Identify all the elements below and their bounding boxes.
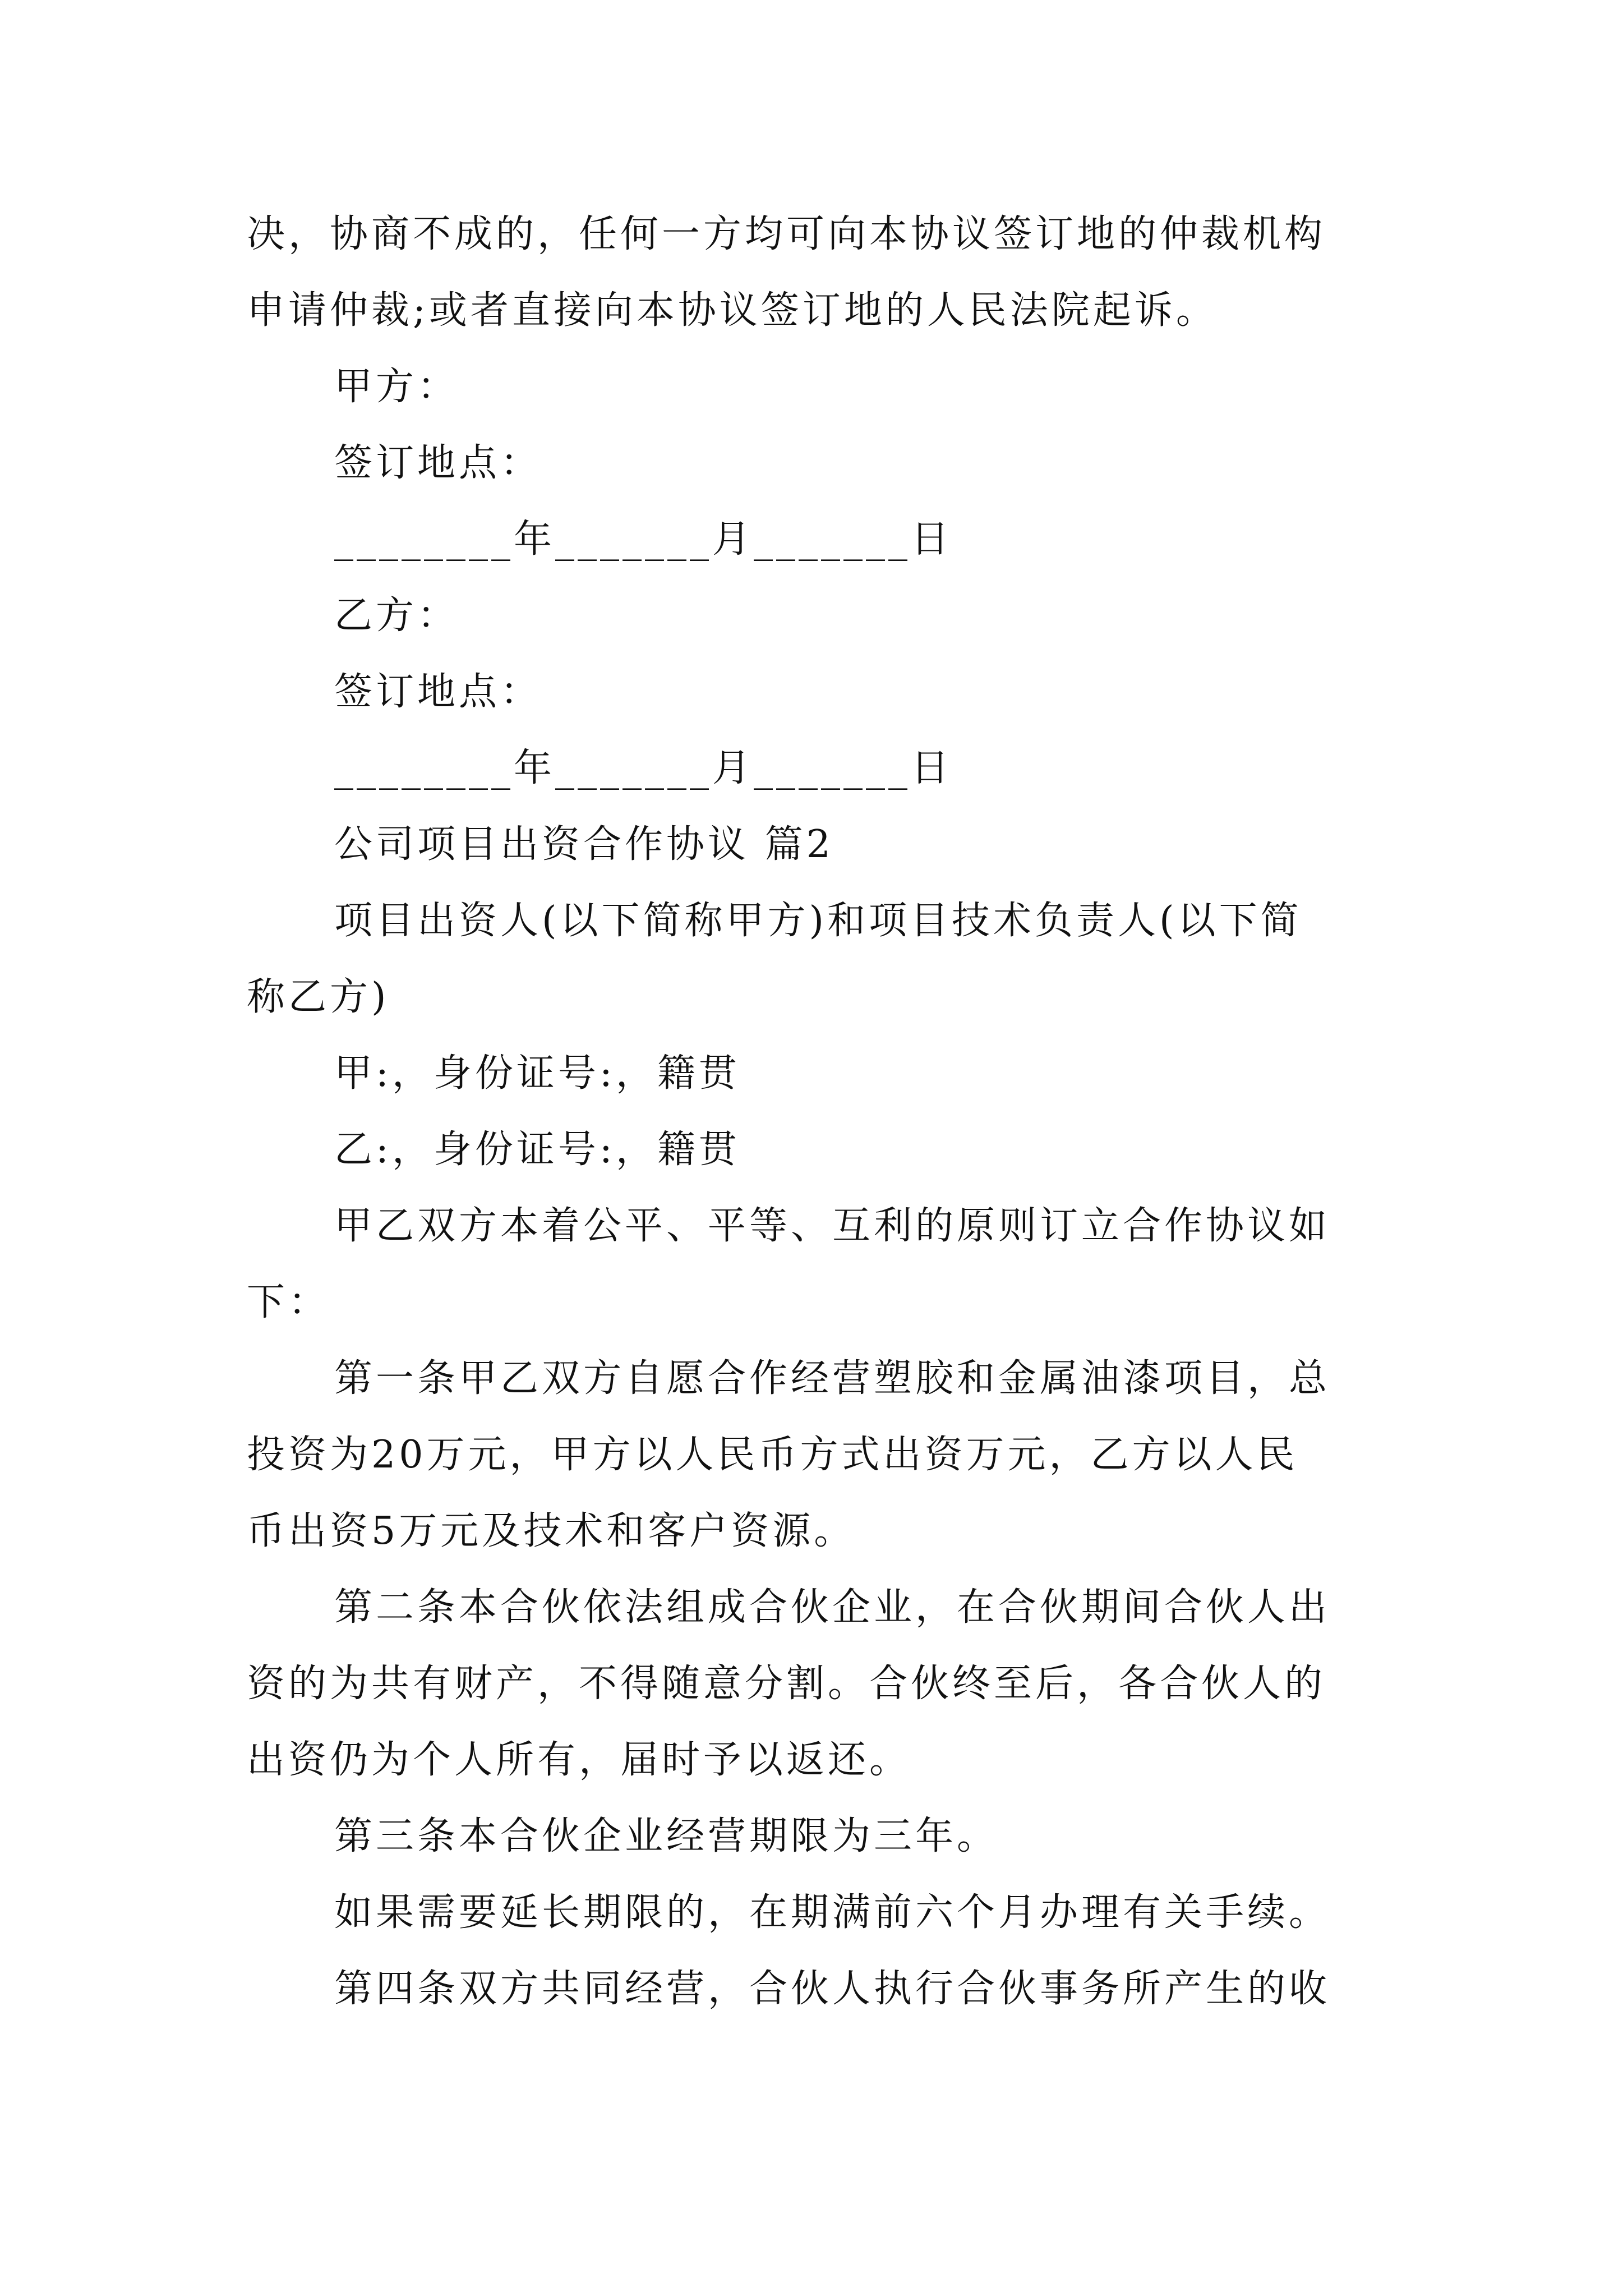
date-line: ________年_______月_______日 [334,746,953,790]
party-b-label: 乙方： [334,593,459,638]
text-line: 乙:，身份证号:，籍贯 [334,1128,740,1172]
date-line: ________年_______月_______日 [334,517,953,562]
text-line: 项目出资人(以下简称甲方)和项目技术负责人(以下简 [334,899,1302,943]
article-line: 第三条本合伙企业经营期限为三年。 [334,1814,999,1858]
text-line: 下： [247,1280,330,1324]
article-line: 第一条甲乙双方自愿合作经营塑胶和金属油漆项目，总 [334,1356,1331,1401]
signing-place-label: 签订地点： [334,670,542,714]
party-a-label: 甲方： [334,365,459,409]
section-heading: 公司项目出资合作协议 篇2 [334,822,834,867]
text-line: 甲乙双方本着公平、平等、互利的原则订立合作协议如 [334,1204,1331,1248]
text-line: 资的为共有财产，不得随意分割。合伙终至后，各合伙人的 [247,1662,1326,1706]
article-line: 第四条双方共同经营，合伙人执行合伙事务所产生的收 [334,1967,1331,2011]
text-line: 决，协商不成的，任何一方均可向本协议签订地的仲裁机构 [247,212,1326,256]
text-line: 币出资5万元及技术和客户资源。 [247,1509,856,1553]
text-line: 称乙方) [247,975,390,1019]
article-line: 第二条本合伙依法组成合伙企业，在合伙期间合伙人出 [334,1585,1331,1630]
signing-place-label: 签订地点： [334,441,542,485]
text-line: 出资仍为个人所有，届时予以返还。 [247,1738,911,1782]
text-line: 申请仲裁;或者直接向本协议签订地的人民法院起诉。 [247,288,1218,333]
text-line: 投资为20万元，甲方以人民币方式出资万元，乙方以人民 [247,1433,1298,1477]
text-line: 甲:，身份证号:，籍贯 [334,1051,740,1096]
text-line: 如果需要延长期限的，在期满前六个月办理有关手续。 [334,1890,1331,1935]
